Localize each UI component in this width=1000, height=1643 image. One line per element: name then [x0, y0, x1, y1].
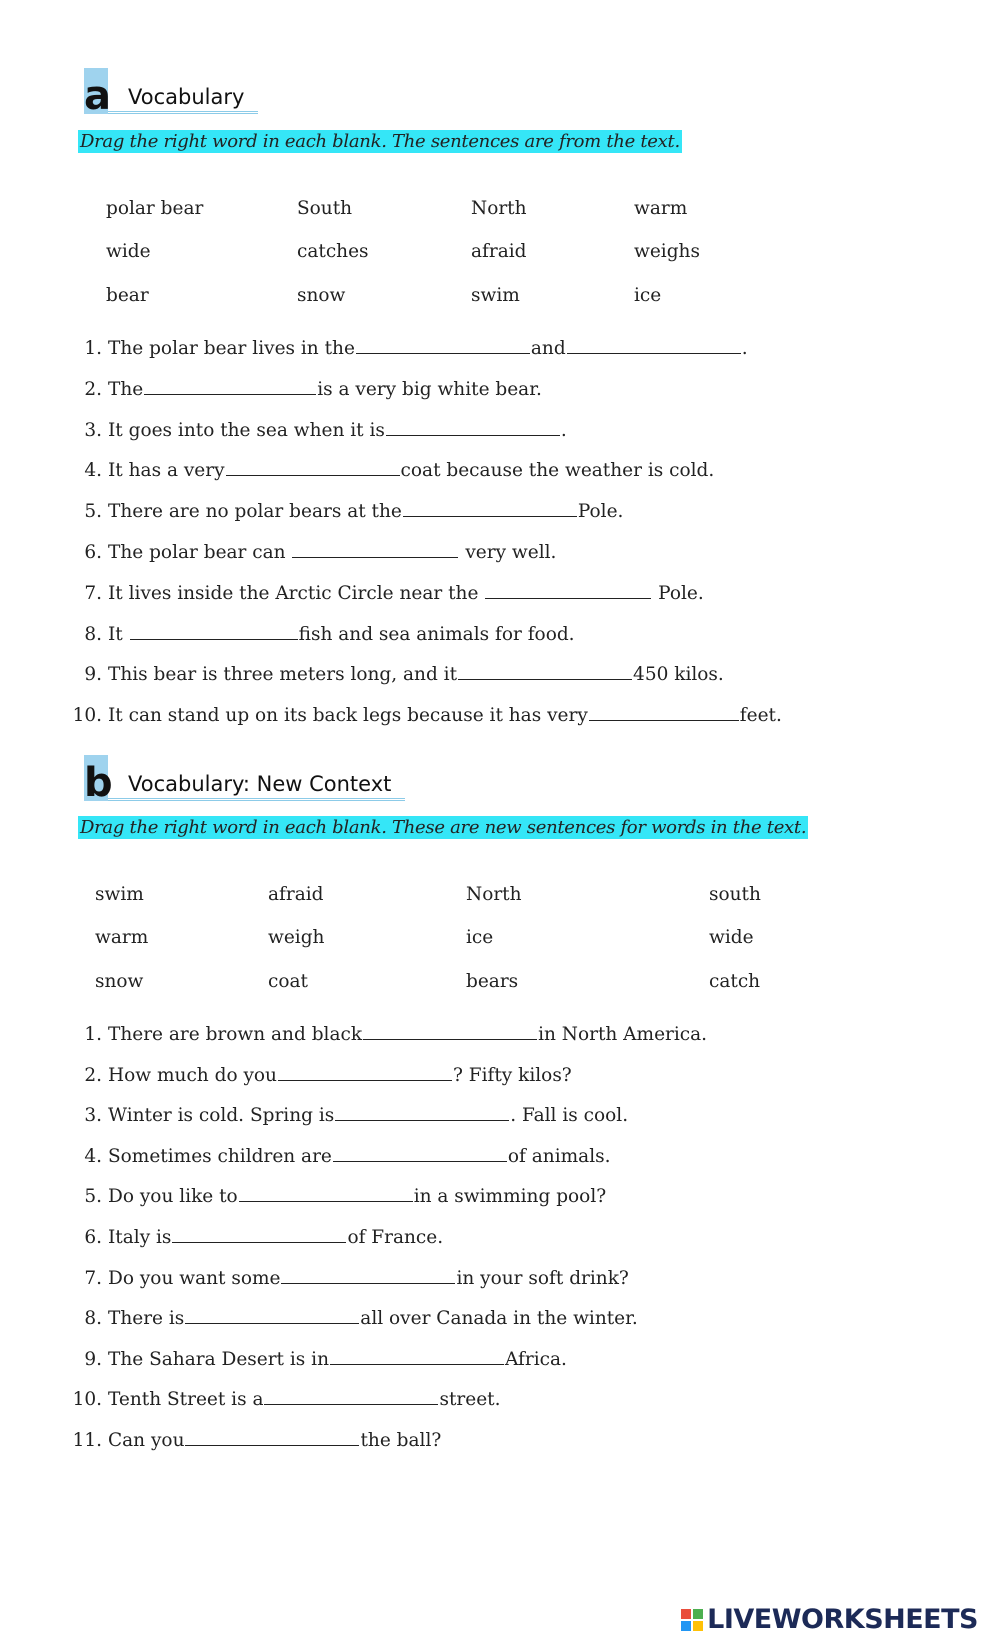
- question-row: [72, 335, 748, 359]
- section-a-letter: a: [84, 73, 111, 119]
- question-row: [72, 1427, 441, 1451]
- logo-square: [693, 1621, 703, 1631]
- question-row: [72, 539, 556, 563]
- question-number: 7.: [84, 582, 102, 604]
- liveworksheets-logo-icon: [681, 1609, 703, 1631]
- question-text: .: [741, 338, 748, 359]
- word-bank-item[interactable]: polar bear: [106, 198, 204, 219]
- word-bank-item[interactable]: South: [297, 198, 353, 219]
- word-bank-item[interactable]: afraid: [268, 884, 324, 905]
- question-text: There are no polar bears at the: [108, 501, 402, 523]
- word-bank-item[interactable]: bear: [106, 285, 149, 306]
- question-text: How much do you: [108, 1064, 277, 1086]
- logo-square: [681, 1609, 691, 1619]
- question-text: There is: [108, 1308, 185, 1330]
- answer-blank[interactable]: [278, 1062, 452, 1081]
- question-number: 4.: [84, 460, 102, 482]
- word-bank-item[interactable]: weighs: [634, 241, 700, 262]
- question-text: feet.: [739, 705, 782, 727]
- word-bank-item[interactable]: snow: [297, 285, 346, 306]
- word-bank-item[interactable]: North: [466, 884, 522, 905]
- question-row: [72, 661, 724, 685]
- question-number: 10.: [72, 705, 102, 727]
- answer-blank[interactable]: [144, 376, 316, 395]
- question-text: Tenth Street is a: [108, 1389, 264, 1411]
- question-number: 6.: [84, 542, 102, 563]
- answer-blank[interactable]: [281, 1265, 455, 1284]
- question-text: in North America.: [538, 1024, 708, 1045]
- question-row: [72, 417, 567, 441]
- section-b-instruction: Drag the right word in each blank. These are new sentences for words in the text.: [80, 817, 807, 838]
- question-text: The polar bear can: [108, 542, 292, 563]
- question-number: 9.: [84, 664, 102, 686]
- question-number: 6.: [84, 1227, 102, 1248]
- answer-blank[interactable]: [226, 457, 400, 476]
- question-row: [72, 376, 542, 400]
- answer-blank[interactable]: [172, 1224, 346, 1243]
- section-b-header: [84, 755, 405, 806]
- section-b-title: Vocabulary: New Context: [108, 772, 405, 801]
- section-b-letter-box: [84, 755, 113, 806]
- question-row: [72, 1346, 567, 1370]
- question-text: Pole.: [652, 582, 704, 604]
- answer-blank[interactable]: [485, 580, 651, 599]
- answer-blank[interactable]: [333, 1143, 507, 1162]
- question-text: coat because the weather is cold.: [400, 460, 715, 482]
- answer-blank[interactable]: [335, 1102, 509, 1121]
- answer-blank[interactable]: [386, 417, 560, 436]
- word-bank-item[interactable]: weigh: [268, 927, 325, 948]
- question-text: all over Canada in the winter.: [360, 1308, 638, 1330]
- question-row: [72, 1386, 500, 1410]
- section-a-header: [84, 68, 258, 119]
- question-number: 11.: [72, 1430, 102, 1451]
- question-row: [72, 498, 623, 522]
- question-number: 2.: [84, 1064, 102, 1086]
- question-number: 8.: [84, 1308, 102, 1330]
- question-text: ? Fifty kilos?: [452, 1064, 572, 1086]
- question-row: [72, 621, 575, 645]
- question-text: Do you like to: [108, 1186, 238, 1208]
- question-text: Africa.: [505, 1348, 567, 1370]
- question-text: is a very big white bear.: [317, 378, 542, 400]
- question-text: Do you want some: [108, 1267, 281, 1289]
- question-text: There are brown and black: [108, 1024, 363, 1045]
- section-a-instruction: Drag the right word in each blank. The sentences are from the text.: [80, 131, 680, 152]
- question-text: 450 kilos.: [633, 664, 724, 686]
- question-number: 4.: [84, 1145, 102, 1167]
- answer-blank[interactable]: [363, 1021, 537, 1040]
- question-text: the ball?: [360, 1430, 442, 1451]
- question-number: 2.: [84, 378, 102, 400]
- question-number: 3.: [84, 1105, 102, 1127]
- answer-blank[interactable]: [330, 1346, 504, 1365]
- word-bank-item[interactable]: North: [471, 198, 527, 219]
- question-row: [72, 1265, 629, 1289]
- logo-text: LIVEWORKSHEETS: [707, 1604, 978, 1635]
- question-text: of France.: [347, 1227, 444, 1248]
- answer-blank[interactable]: [403, 498, 577, 517]
- word-bank-item[interactable]: ice: [634, 285, 662, 306]
- question-text: It has a very: [108, 460, 225, 482]
- question-text: It goes into the sea when it is: [108, 419, 385, 441]
- section-b-letter: b: [84, 760, 113, 806]
- answer-blank[interactable]: [185, 1305, 359, 1324]
- question-row: [72, 1224, 443, 1248]
- question-text: The Sahara Desert is in: [108, 1348, 329, 1370]
- question-number: 1.: [84, 1024, 102, 1045]
- question-row: [72, 1102, 628, 1126]
- question-number: 7.: [84, 1267, 102, 1289]
- word-bank-item[interactable]: catches: [297, 241, 369, 262]
- question-number: 1.: [84, 338, 102, 359]
- question-text: It: [108, 623, 129, 645]
- question-text: in your soft drink?: [456, 1267, 629, 1289]
- word-bank-item[interactable]: wide: [106, 241, 151, 262]
- logo-square: [681, 1621, 691, 1631]
- question-number: 3.: [84, 419, 102, 441]
- question-text: .: [560, 419, 567, 441]
- answer-blank[interactable]: [130, 621, 298, 640]
- question-row: [72, 1183, 606, 1207]
- question-text: Winter is cold. Spring is: [108, 1105, 335, 1127]
- question-text: Can you: [108, 1430, 185, 1451]
- liveworksheets-logo: [681, 1604, 978, 1635]
- word-bank-item[interactable]: swim: [471, 285, 520, 306]
- question-row: [72, 1062, 572, 1086]
- word-bank-item[interactable]: ice: [466, 927, 494, 948]
- word-bank-item[interactable]: wide: [709, 927, 754, 948]
- question-text: It can stand up on its back legs because it has very: [108, 705, 588, 727]
- question-number: 8.: [84, 623, 102, 645]
- word-bank-item[interactable]: bears: [466, 971, 519, 992]
- section-a-title: Vocabulary: [108, 85, 258, 114]
- word-bank-item[interactable]: coat: [268, 971, 308, 992]
- answer-blank[interactable]: [239, 1183, 413, 1202]
- answer-blank[interactable]: [567, 335, 741, 354]
- word-bank-item[interactable]: warm: [95, 927, 149, 948]
- question-row: [72, 1143, 610, 1167]
- question-row: [72, 1305, 638, 1329]
- word-bank-item[interactable]: warm: [634, 198, 688, 219]
- question-text: Sometimes children are: [108, 1145, 332, 1167]
- question-number: 5.: [84, 501, 102, 523]
- answer-blank[interactable]: [458, 661, 632, 680]
- question-text: It lives inside the Arctic Circle near the: [108, 582, 485, 604]
- question-text: This bear is three meters long, and it: [108, 664, 458, 686]
- question-number: 5.: [84, 1186, 102, 1208]
- question-row: [72, 457, 714, 481]
- question-text: of animals.: [507, 1145, 611, 1167]
- question-text: . Fall is cool.: [510, 1105, 629, 1127]
- question-text: in a swimming pool?: [413, 1186, 607, 1208]
- question-text: The polar bear lives in the: [108, 338, 355, 359]
- question-text: and: [530, 338, 566, 359]
- answer-blank[interactable]: [292, 539, 458, 558]
- question-text: fish and sea animals for food.: [298, 623, 575, 645]
- answer-blank[interactable]: [589, 702, 739, 721]
- answer-blank[interactable]: [185, 1427, 359, 1446]
- question-number: 10.: [72, 1389, 102, 1411]
- question-number: 9.: [84, 1348, 102, 1370]
- question-row: [72, 1021, 707, 1045]
- word-bank-item[interactable]: catch: [709, 971, 761, 992]
- question-text: street.: [439, 1389, 501, 1411]
- question-row: [72, 702, 782, 726]
- answer-blank[interactable]: [356, 335, 530, 354]
- question-text: Pole.: [577, 501, 624, 523]
- answer-blank[interactable]: [264, 1386, 438, 1405]
- word-bank-item[interactable]: swim: [95, 884, 144, 905]
- question-text: very well.: [459, 542, 557, 563]
- question-text: The: [108, 378, 144, 400]
- logo-square: [693, 1609, 703, 1619]
- section-a-letter-box: [84, 68, 111, 119]
- question-text: Italy is: [108, 1227, 172, 1248]
- word-bank-item[interactable]: south: [709, 884, 761, 905]
- word-bank-item[interactable]: snow: [95, 971, 144, 992]
- word-bank-item[interactable]: afraid: [471, 241, 527, 262]
- question-row: [72, 580, 704, 604]
